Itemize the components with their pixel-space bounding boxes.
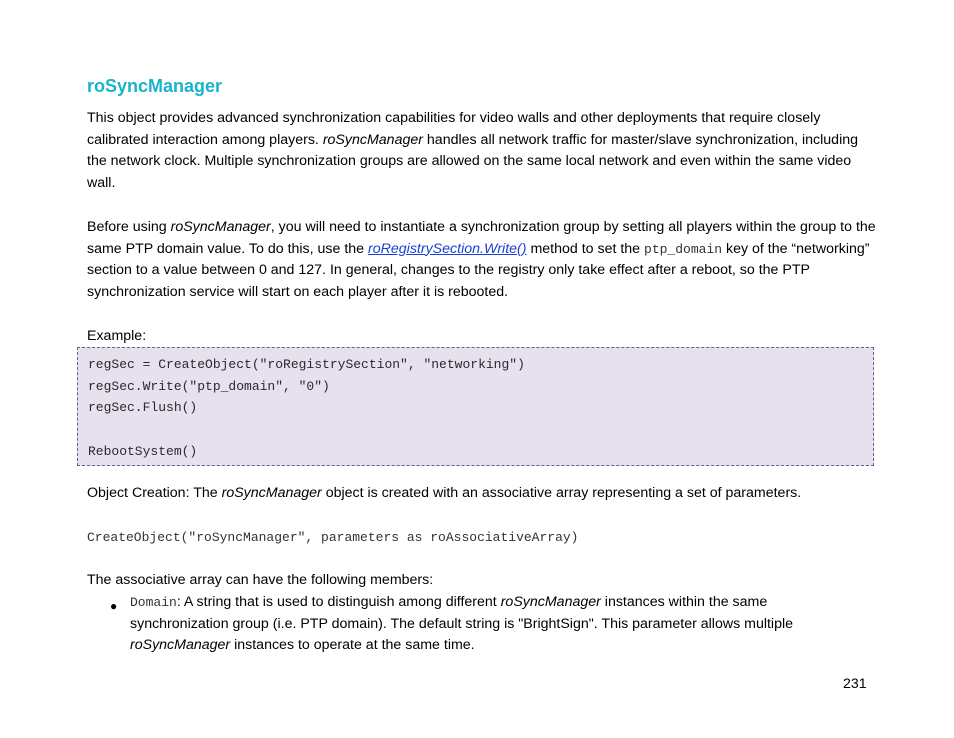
text: instances to operate at the same time. [230,637,475,654]
bullet-item-domain [130,592,830,657]
text: instances within the same synchronization group (i.e. PTP domain). The default string is "BrightSign". This parameter allows multiple [130,594,794,632]
members-intro: The associative array can have the following members: [87,572,434,588]
text: object is created with an associative array representing a set of parameters. [321,485,802,501]
inline-code: Domain [130,595,177,610]
text: Before using [87,219,171,235]
example-label: Example: [87,328,147,344]
create-object-code [87,527,877,549]
code-line: RebootSystem() [88,444,198,459]
text: Object Creation: The [87,485,222,501]
code-example-box [77,347,874,466]
code-line: regSec.Flush() [88,400,198,415]
text: key of the “networking” section to a value between 0 and 127. In general, changes to the registry only take effect after a reboot, so the PTP synchronization service will start on each player after it is rebooted. [87,240,870,300]
intro-paragraph [87,108,877,194]
section-title: roSyncManager [87,76,223,96]
text: , you will need to instantiate a synchronization group by setting all players within the group to the same PTP domain value. To do this, use the [87,219,876,257]
roregistrysection-write-link[interactable]: roRegistrySection.Write() [368,240,527,257]
emphasis: roSyncManager [322,131,423,148]
emphasis: roSyncManager [500,594,601,610]
text: handles all network traffic for master/slave synchronization, including the network clock. Multiple synchronization groups are allowed on the same local network and even within the same video wall. [87,131,859,191]
page-number: 231 [843,676,867,692]
code-line: regSec = CreateObject("roRegistrySection", "networking") [88,357,525,372]
inline-code: CreateObject("roSyncManager", parameters as roAssociativeArray) [87,530,579,545]
inline-code: ptp_domain [644,241,723,257]
emphasis: roSyncManager [130,637,231,654]
text: : A string that is used to distinguish among different [176,594,501,610]
setup-paragraph [87,217,877,303]
emphasis: roSyncManager [221,485,322,501]
bullet-icon: ● [110,599,118,613]
code-line: regSec.Write("ptp_domain", "0") [88,379,330,394]
emphasis: roSyncManager [170,219,271,235]
object-creation-paragraph [87,483,877,505]
text: method to set the [526,240,645,257]
text: This object provides advanced synchronization capabilities for video walls and other deployments that require closely calibrated interaction among players. [87,110,821,148]
